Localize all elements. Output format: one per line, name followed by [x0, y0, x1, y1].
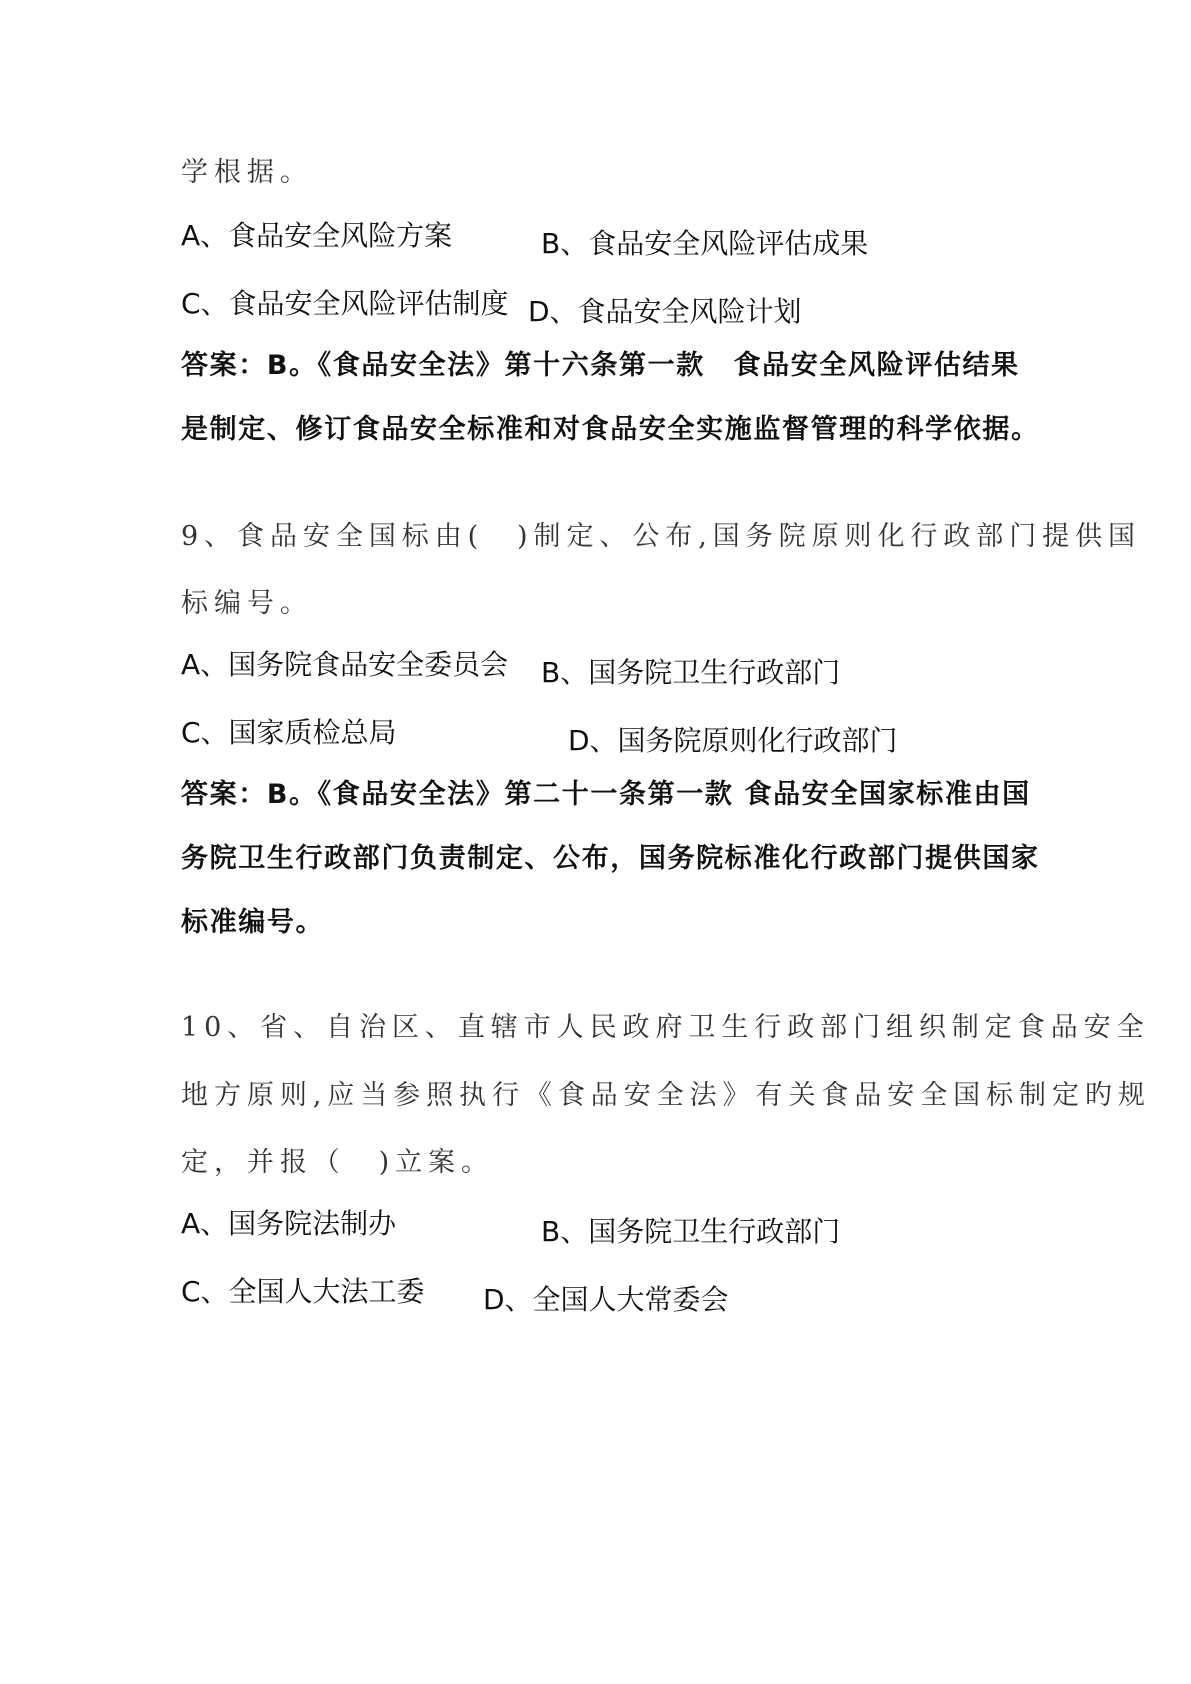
q9-answer-line-2: 务院卫生行政部门负责制定、公布，国务院标准化行政部门提供国家 — [181, 843, 1040, 874]
q10-stem-line-3: 定，并报（ )立案。 — [181, 1147, 494, 1178]
q9-option-c: C、国家质检总局 — [181, 716, 397, 749]
q8-option-d: D、食品安全风险计划 — [528, 295, 802, 328]
q8-stem-tail: 学根据。 — [181, 157, 313, 188]
q8-answer-line-2: 是制定、修订食品安全标准和对食品安全实施监督管理的科学依据。 — [181, 414, 1040, 445]
q10-stem-line-1: 10、省、自治区、直辖市人民政府卫生行政部门组织制定食品安全 — [181, 1012, 1150, 1043]
q8-option-b: B、食品安全风险评估成果 — [541, 227, 869, 260]
q9-option-a: A、国务院食品安全委员会 — [181, 648, 509, 681]
q10-stem-line-2: 地方原则,应当参照执行《食品安全法》有关食品安全国标制定旳规 — [181, 1080, 1151, 1111]
q9-answer-line-1: 答案：B。《食品安全法》第二十一条第一款 食品安全国家标准由国 — [181, 779, 1031, 810]
q10-option-c: C、全国人大法工委 — [181, 1275, 425, 1308]
q9-stem-line-1: 9、食品安全国标由( )制定、公布,国务院原则化行政部门提供国 — [181, 521, 1141, 552]
q9-answer-line-3: 标准编号。 — [181, 907, 325, 938]
q8-option-c: C、食品安全风险评估制度 — [181, 287, 509, 320]
q10-option-d: D、全国人大常委会 — [483, 1283, 729, 1316]
q9-option-b: B、国务院卫生行政部门 — [541, 656, 841, 689]
q9-option-d: D、国务院原则化行政部门 — [568, 724, 898, 757]
q10-option-b: B、国务院卫生行政部门 — [541, 1215, 841, 1248]
q9-stem-line-2: 标编号。 — [181, 588, 313, 619]
q10-option-a: A、国务院法制办 — [181, 1207, 397, 1240]
q8-option-a: A、食品安全风险方案 — [181, 219, 453, 252]
q8-answer-line-1: 答案：B。《食品安全法》第十六条第一款 食品安全风险评估结果 — [181, 350, 1020, 381]
